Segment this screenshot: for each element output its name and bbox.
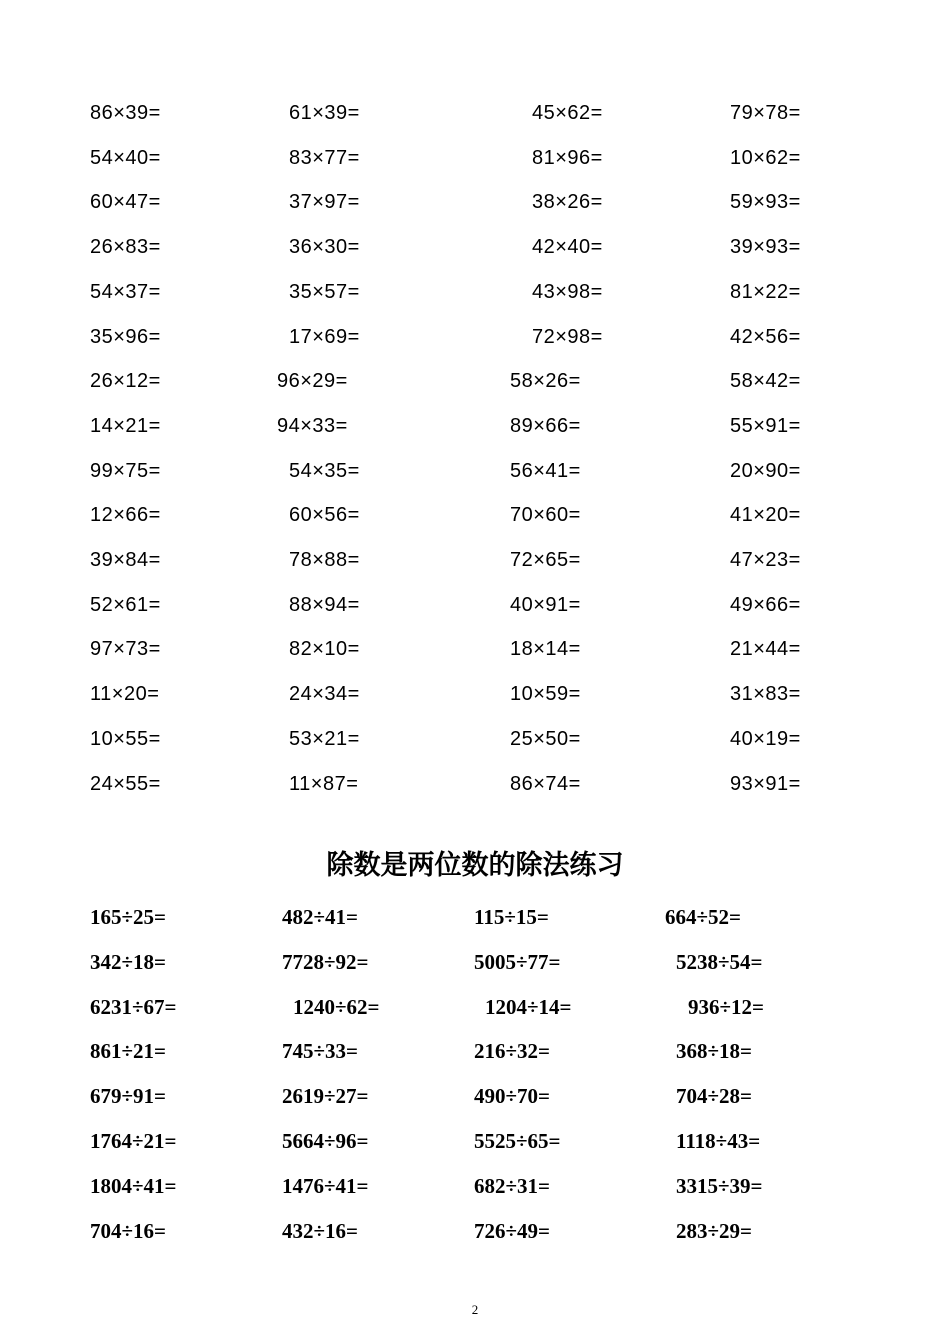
multiplication-problem: 99×75= (90, 459, 161, 482)
multiplication-problem: 83×77= (289, 146, 360, 169)
division-problem: 1764÷21= (90, 1129, 177, 1153)
multiplication-problem: 25×50= (510, 727, 581, 750)
multiplication-problem: 70×60= (510, 504, 581, 527)
multiplication-problem: 26×12= (90, 370, 161, 393)
division-problem: 283÷29= (676, 1218, 752, 1243)
division-problem: 861÷21= (90, 1039, 166, 1064)
multiplication-problem: 10×59= (510, 683, 581, 706)
multiplication-problem: 93×91= (730, 772, 801, 795)
multiplication-problem: 40×91= (510, 593, 581, 616)
multiplication-row (0, 370, 950, 400)
multiplication-problem: 54×35= (289, 459, 360, 482)
division-problem: 664÷52= (665, 905, 741, 929)
multiplication-problem: 88×94= (289, 593, 360, 616)
division-problem: 6231÷67= (90, 994, 177, 1019)
multiplication-row (0, 102, 950, 132)
multiplication-problem: 21×44= (730, 638, 801, 661)
multiplication-problem: 81×22= (730, 280, 801, 303)
multiplication-problem: 10×62= (730, 146, 801, 169)
multiplication-problem: 38×26= (532, 191, 603, 214)
division-row (0, 1039, 950, 1069)
multiplication-problem: 96×29= (277, 370, 348, 393)
multiplication-problem: 82×10= (289, 638, 360, 661)
division-problem: 5005÷77= (474, 949, 561, 974)
multiplication-problem: 37×97= (289, 191, 360, 214)
multiplication-problem: 47×23= (730, 549, 801, 571)
multiplication-problem: 42×40= (532, 236, 603, 259)
division-problem: 1804÷41= (90, 1173, 177, 1198)
multiplication-problem: 12×66= (90, 504, 161, 527)
multiplication-row (0, 728, 950, 758)
multiplication-problem: 54×37= (90, 280, 161, 303)
multiplication-problem: 53×21= (289, 727, 360, 750)
multiplication-problem: 11×87= (289, 772, 359, 795)
division-problem: 936÷12= (688, 994, 764, 1019)
multiplication-problem: 61×39= (289, 102, 360, 124)
multiplication-problem: 79×78= (730, 102, 801, 124)
multiplication-problem: 72×98= (532, 325, 603, 348)
multiplication-problem: 78×88= (289, 549, 360, 571)
multiplication-problem: 26×83= (90, 236, 161, 259)
division-row (0, 905, 950, 935)
multiplication-row (0, 549, 950, 579)
multiplication-problem: 40×19= (730, 727, 801, 750)
division-problem: 745÷33= (282, 1039, 358, 1064)
multiplication-row (0, 415, 950, 445)
multiplication-problem: 60×47= (90, 191, 161, 214)
multiplication-problem: 56×41= (510, 459, 581, 482)
division-problem: 368÷18= (676, 1039, 752, 1064)
multiplication-problem: 45×62= (532, 102, 603, 124)
division-row (0, 1174, 950, 1204)
multiplication-problem: 94×33= (277, 414, 348, 437)
multiplication-problem: 39×93= (730, 236, 801, 259)
division-section-title: 除数是两位数的除法练习 (326, 850, 624, 881)
multiplication-problem: 58×42= (730, 370, 801, 393)
division-problem: 432÷16= (282, 1218, 358, 1243)
division-problem: 5525÷65= (474, 1129, 561, 1153)
multiplication-row (0, 326, 950, 356)
division-problem: 115÷15= (474, 905, 549, 929)
division-problem: 1204÷14= (485, 994, 572, 1019)
division-row (0, 1129, 950, 1159)
division-problem: 7728÷92= (282, 949, 369, 974)
division-row (0, 1219, 950, 1249)
multiplication-problem: 36×30= (289, 236, 360, 259)
multiplication-problem: 39×84= (90, 549, 161, 571)
division-problem: 704÷16= (90, 1218, 166, 1243)
multiplication-problem: 10×55= (90, 727, 161, 750)
multiplication-row (0, 773, 950, 803)
multiplication-problem: 97×73= (90, 638, 161, 661)
multiplication-row (0, 594, 950, 624)
multiplication-problem: 24×55= (90, 772, 161, 795)
division-row (0, 1084, 950, 1114)
multiplication-row (0, 147, 950, 177)
multiplication-row (0, 191, 950, 221)
multiplication-problem: 49×66= (730, 593, 801, 616)
multiplication-problem: 54×40= (90, 146, 161, 169)
multiplication-problem: 35×96= (90, 325, 161, 348)
division-problem: 2619÷27= (282, 1084, 369, 1109)
multiplication-problem: 72×65= (510, 549, 581, 571)
division-problem: 1476÷41= (282, 1173, 369, 1198)
multiplication-problem: 60×56= (289, 504, 360, 527)
multiplication-problem: 17×69= (289, 325, 360, 348)
multiplication-row (0, 281, 950, 311)
division-problem: 216÷32= (474, 1039, 550, 1064)
division-problem: 3315÷39= (676, 1173, 763, 1198)
multiplication-problem: 24×34= (289, 683, 360, 706)
multiplication-row (0, 504, 950, 534)
multiplication-row (0, 236, 950, 266)
division-problem: 165÷25= (90, 905, 166, 929)
division-problem: 1118÷43= (676, 1129, 761, 1153)
multiplication-problem: 11×20= (90, 683, 160, 706)
division-problem: 342÷18= (90, 949, 166, 974)
division-row (0, 950, 950, 980)
multiplication-problem: 55×91= (730, 414, 801, 437)
division-row (0, 995, 950, 1025)
multiplication-row (0, 683, 950, 713)
division-problem: 704÷28= (676, 1084, 752, 1109)
multiplication-problem: 43×98= (532, 280, 603, 303)
multiplication-problem: 81×96= (532, 146, 603, 169)
multiplication-problem: 18×14= (510, 638, 581, 661)
multiplication-problem: 20×90= (730, 459, 801, 482)
multiplication-row (0, 638, 950, 668)
multiplication-problem: 59×93= (730, 191, 801, 214)
multiplication-problem: 41×20= (730, 504, 801, 527)
multiplication-problem: 52×61= (90, 593, 161, 616)
multiplication-problem: 42×56= (730, 325, 801, 348)
division-problem: 482÷41= (282, 905, 358, 929)
multiplication-problem: 86×39= (90, 102, 161, 124)
division-problem: 682÷31= (474, 1173, 550, 1198)
page-number: 2 (471, 1302, 479, 1317)
division-problem: 5238÷54= (676, 949, 763, 974)
division-problem: 490÷70= (474, 1084, 550, 1109)
division-problem: 679÷91= (90, 1084, 166, 1109)
multiplication-problem: 86×74= (510, 772, 581, 795)
division-problem: 1240÷62= (293, 994, 380, 1019)
multiplication-problem: 89×66= (510, 414, 581, 437)
multiplication-problem: 35×57= (289, 280, 360, 303)
multiplication-problem: 31×83= (730, 683, 801, 706)
multiplication-row (0, 460, 950, 490)
division-problem: 5664÷96= (282, 1129, 369, 1153)
multiplication-problem: 14×21= (90, 414, 161, 437)
division-problem: 726÷49= (474, 1218, 550, 1243)
multiplication-problem: 58×26= (510, 370, 581, 393)
